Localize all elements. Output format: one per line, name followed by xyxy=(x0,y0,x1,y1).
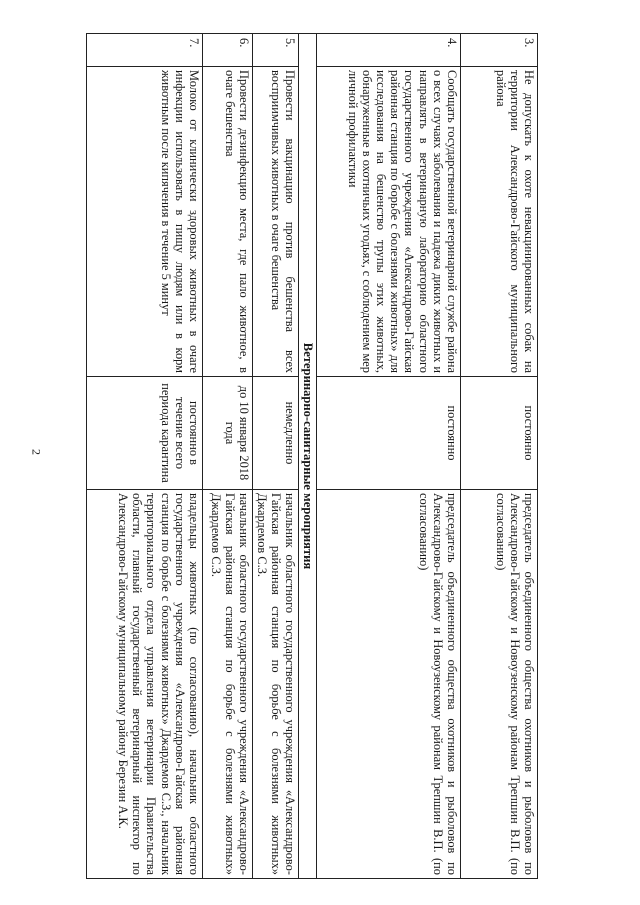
table-row xyxy=(317,34,461,879)
term-text: постоянно xyxy=(317,377,461,490)
row-number: 7. xyxy=(87,34,203,67)
row-number: 6. xyxy=(203,34,253,67)
rotated-page-content xyxy=(86,33,538,878)
table-row xyxy=(87,34,203,879)
section-header-row xyxy=(299,34,317,879)
measure-text: Провести вакцинацию против бешенства всех восприимчивых животных в очаге бешенства xyxy=(253,67,299,377)
page-number: 2 xyxy=(29,449,44,455)
row-number: 3. xyxy=(461,34,538,67)
row-number: 5. xyxy=(253,34,299,67)
measure-text: Молоко от клинически здоровых животных в очаге инфекции использовать в пищу людям или в корм животным после кипячения в течение 5 минут xyxy=(87,67,203,377)
measures-table xyxy=(86,33,538,879)
term-text: до 10 января 2018 года xyxy=(203,377,253,490)
term-text: немедленно xyxy=(253,377,299,490)
row-number: 4. xyxy=(317,34,461,67)
measures-table-container xyxy=(86,33,538,878)
table-row xyxy=(203,34,253,879)
section-title: Ветеринарно-санитарные мероприятия xyxy=(299,34,317,879)
measure-text: Сообщать государственной ветеринарной службе района о всех случаях заболевания и падежа диких животных и направлять в ветеринарную лабораторию областного государственного учреждения «Александрово-Гайская районная станция по борьбе с болезнями животных» для исследования на бешенство трупы этих животных, обнаруженные в охотничьих угодьях, с соблюдением мер личной профилактики xyxy=(317,67,461,377)
responsible-text: начальник областного государственного учреждения «Александрово-Гайская районная станция по борьбе с болезнями животных» Джардемов С.З. xyxy=(203,490,253,879)
measure-text: Не допускать к охоте невакцинированных собак на территории Александрово-Гайского муниципального района xyxy=(461,67,538,377)
table-row xyxy=(253,34,299,879)
responsible-text: владельцы животных (по согласованию), начальник областного государственного учреждения «Александрово-Гайская районная станция по борьбе с болезнями животных» Джардемов С.З., начальник территориального отдела управления ветеринарии Правительства области, главный государственный ветеринарный инспектор по Александрово-Гайскому муниципальному району Березин А.К. xyxy=(87,490,203,879)
term-text: постоянно xyxy=(461,377,538,490)
table-row xyxy=(461,34,538,879)
responsible-text: начальник областного государственного учреждения «Александрово-Гайская районная станция по борьбе с болезнями животных» Джардемов С.З. xyxy=(253,490,299,879)
responsible-text: председатель объединенного общества охотников и рыболовов по Александрово-Гайскому и Новоузенскому районам Трепшин В.П. (по согласованию) xyxy=(461,490,538,879)
term-text: постоянно в течение всего периода карантина xyxy=(87,377,203,490)
measure-text: Провести дезинфекцию места, где пало животное, в очаге бешенства xyxy=(203,67,253,377)
responsible-text: председатель объединенного общества охотников и рыболовов по Александрово-Гайскому и Новоузенскому районам Трепшин В.П. (по согласованию) xyxy=(317,490,461,879)
